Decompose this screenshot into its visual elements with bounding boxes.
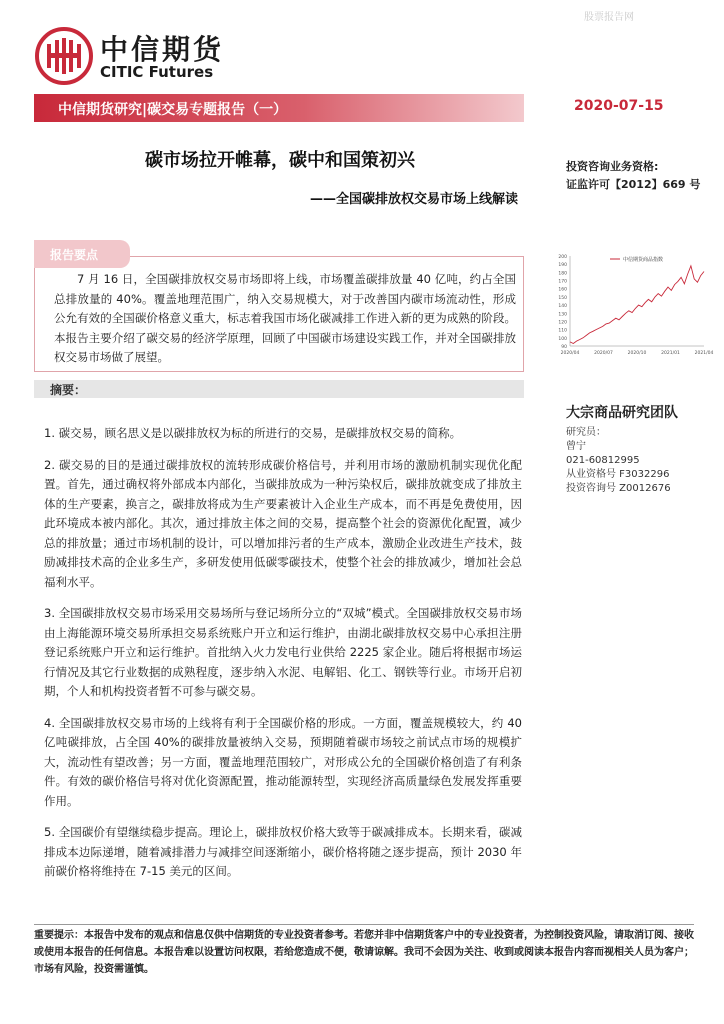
chart-y-tick: 100 [558, 336, 567, 342]
chart-x-tick: 2020/04 [560, 351, 580, 356]
chart-x-tick: 2020/10 [627, 351, 647, 356]
abstract-bar [34, 380, 524, 398]
chart-series-line [570, 266, 704, 344]
team-qualification: 从业资格号 F3032296 [566, 469, 670, 480]
research-team [566, 402, 678, 496]
license-line-2: 证监许可【2012】669 号 [566, 178, 701, 191]
chart-y-tick: 150 [558, 295, 567, 301]
chart-y-tick: 200 [558, 255, 567, 260]
team-phone: 021-60812995 [566, 455, 640, 466]
chart-y-tick: 90 [561, 345, 567, 350]
report-banner [34, 94, 524, 122]
summary-text: 7 月 16 日，全国碳排放权交易市场即将上线，市场覆盖碳排放量 40 亿吨，约占全国总排放量的 40%。覆盖地理范围广，纳入交易规模大，对于改善国内碳市场流动性，形成公允有效的全国碳价格意义重大，标志着我国市场化碳减排工作进入新的更为成熟的阶段。本报告主要介绍了碳交易的经济学原理，回顾了中国碳市场建设实践工作，并对全国碳排放权交易市场做了展望。 [54, 272, 516, 364]
chart-y-tick: 180 [558, 271, 567, 277]
chart-y-tick: 170 [558, 279, 567, 285]
chart-legend-label: 中信期货商品指数 [623, 257, 664, 263]
chart-y-tick: 140 [558, 304, 567, 310]
chart-x-tick: 2020/07 [594, 351, 613, 356]
brand-cn-name: 中信期货 [100, 33, 225, 66]
chart-y-tick: 190 [558, 263, 567, 269]
chart-y-tick: 120 [558, 320, 567, 326]
banner-text: 中信期货研究|碳交易专题报告（一） [58, 102, 288, 118]
paragraph-2: 2. 碳交易的目的是通过碳排放权的流转形成碳价格信号，并利用市场的激励机制实现优化配置。首先，通过确权将外部成本内部化，当碳排放成为一种污染权后，碳排放就变成了排放主体的生产要素，换言之，碳排放将成为生产要素被计入企业生产成本，而不再是免费使用，因此环境成本被内部化。其次，通过排放主体之间的交易，提高整个社会的资源优化配置，减少总的排放量；通过市场机制的设计，可以增加排污者的生产成本，激励企业改进生产技术，鼓励减排技术高的企业多生产，多研发使用低碳零碳技术，使整个社会的排放减少，增加社会总福利水平。 [44, 457, 522, 589]
disclaimer: 重要提示：本报告中发布的观点和信息仅供中信期货的专业投资者参考。若您并非中信期货客户中的专业投资者，为控制投资风险，请取消订阅、接收或使用本报告的任何信息。本报告难以设置访问权限，若给您造成不便，敬请谅解。我司不会因为关注、收到或阅读本报告内容而视相关人员为客户；市场有风险，投资需谨慎。 [34, 924, 694, 978]
summary-tab [34, 240, 130, 268]
paragraph-3: 3. 全国碳排放权交易市场采用交易场所与登记场所分立的“双城”模式。全国碳排放权交易市场由上海能源环境交易所承担交易系统账户开立和运行维护，由湖北碳排放权交易中心承担注册登记系统账户开立和运行维护。首批纳入火力发电行业供给 2225 家企业。随后将根据市场运行情况及其它行业数据的成熟程度，逐步纳入水泥、电解铝、化工、钢铁等行业。市场开启初期，个人和机构投资者暂不可参与碳交易。 [44, 606, 522, 698]
paragraph-5: 5. 全国碳价有望继续稳步提高。理论上，碳排放权价格大致等于碳减排成本。长期来看，碳减排成本边际递增，随着减排潜力与减排空间逐渐缩小，碳价格将随之逐步提高，预计 2030 年前碳价格将维持在 7-15 美元的区间。 [44, 825, 522, 878]
report-body [44, 424, 522, 894]
report-date: 2020-07-15 [574, 98, 664, 114]
chart-y-tick: 110 [558, 328, 567, 334]
paragraph-1: 1. 碳交易，顾名思义是以碳排放权为标的所进行的交易，是碳排放权交易的简称。 [44, 426, 462, 440]
abstract-label: 摘要： [50, 383, 87, 397]
watermark: 股票报告网 [584, 12, 634, 23]
team-name: 曾宁 [566, 441, 586, 452]
commodity-index-chart [548, 250, 714, 360]
team-advisor-id: 投资咨询号 Z0012676 [566, 483, 671, 494]
summary-label: 报告要点 [50, 248, 99, 262]
chart-y-tick: 160 [558, 287, 567, 293]
paragraph-4: 4. 全国碳排放权交易市场的上线将有利于全国碳价格的形成。一方面，覆盖规模较大，约 40 亿吨碳排放，占全国 40%的碳排放量被纳入交易，预期随着碳市场较之前试点市场的规模扩大，流动性有望改善；另一方面，覆盖地理范围较广，对形成公允的全国碳价格创造了有利条件。有效的碳价格信号将对优化资源配置，推动能源转型，实现经济高质量绿色发展发挥重要作用。 [44, 715, 522, 808]
report-title: 碳市场拉开帷幕，碳中和国策初兴 [145, 150, 415, 171]
team-role: 研究员： [566, 427, 606, 438]
license-line-1: 投资咨询业务资格: [566, 160, 659, 173]
chart-x-tick: 2021/01 [661, 351, 680, 356]
chart-x-tick: 2021/04 [694, 351, 714, 356]
license-info [566, 158, 700, 194]
brand-en-name: CITIC Futures [100, 63, 214, 81]
team-title: 大宗商品研究团队 [566, 405, 678, 421]
citic-logo [34, 26, 94, 86]
report-subtitle: ——全国碳排放权交易市场上线解读 [309, 192, 518, 207]
chart-y-tick: 130 [558, 312, 567, 318]
